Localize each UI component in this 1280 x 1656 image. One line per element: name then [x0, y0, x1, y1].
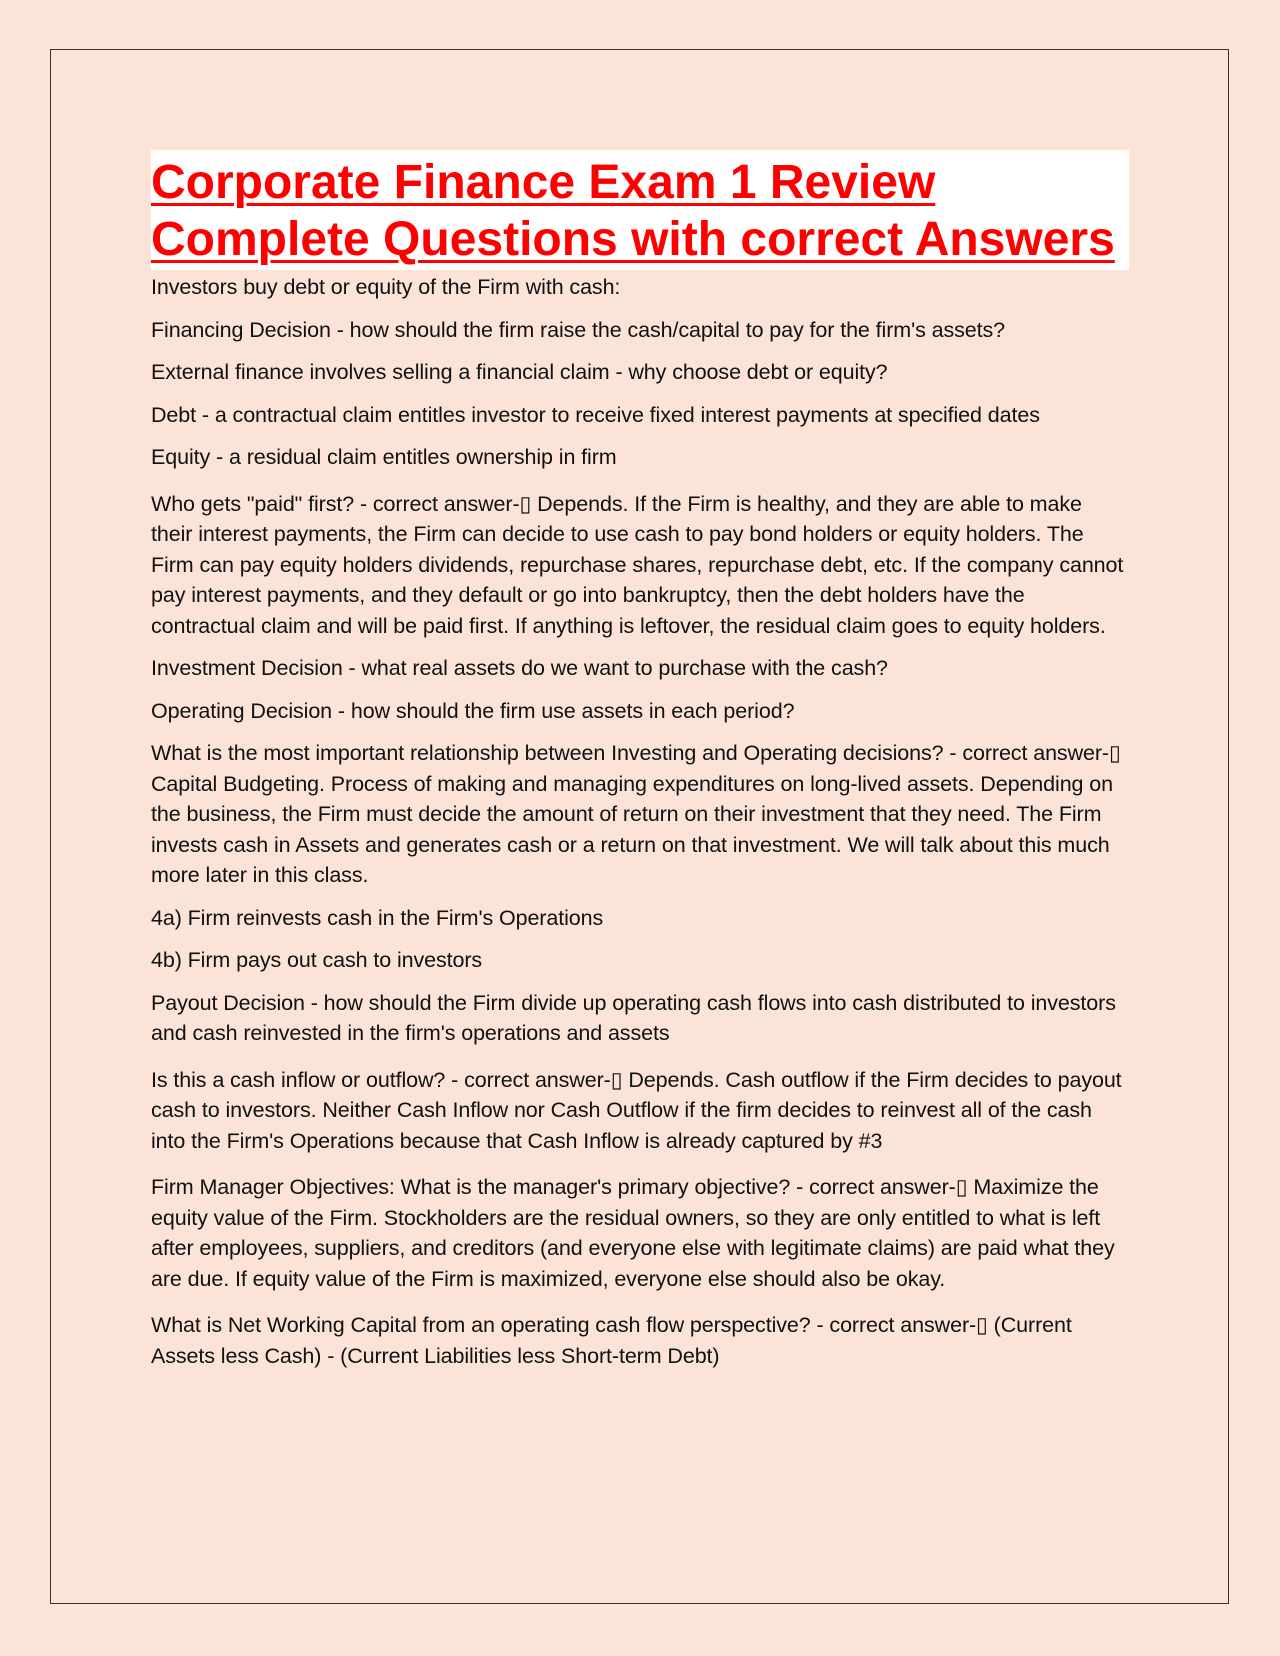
paragraph-4a: 4a) Firm reinvests cash in the Firm's Operations	[151, 905, 604, 930]
paragraph-investment-decision: Investment Decision - what real assets do we want to purchase with the cash?	[151, 656, 888, 680]
paragraph-external-finance: External finance involves selling a financial claim - why choose debt or equity?	[151, 360, 888, 384]
paragraph-payout-decision: Payout Decision - how should the Firm divide up operating cash flows into cash distributed to investors and cash reinvested in the firm's operations and assets	[151, 990, 1116, 1045]
paragraph-investors-buy: Investors buy debt or equity of the Firm with cash:	[151, 275, 621, 299]
paragraph-debt: Debt - a contractual claim entitles investor to receive fixed interest payments at specified dates	[151, 402, 1040, 427]
paragraph-cash-inflow-outflow: Is this a cash inflow or outflow? - correct answer-▯ Depends. Cash outflow if the Firm decides to payout cash to investors. Neither Cash Inflow nor Cash Outflow if the firm decides to reinvest all of the cash into the Firm's Operations because that Cash Inflow is already captured by #3	[151, 1067, 1122, 1153]
document-content	[151, 150, 1129, 1371]
paragraph-who-gets-paid: Who gets "paid" first? - correct answer-▯ Depends. If the Firm is healthy, and they are able to make their interest payments, the Firm can decide to use cash to pay bond holders or equity holders. The Firm can pay equity holders dividends, repurchase shares, repurchase debt, etc. If the company cannot pay interest payments, and they default or go into bankruptcy, then the debt holders have the contractual claim and will be paid first. If anything is leftover, the residual claim goes to equity holders.	[151, 491, 1124, 638]
paragraph-operating-decision: Operating Decision - how should the firm use assets in each period?	[151, 698, 795, 723]
paragraph-investing-operating-relationship: What is the most important relationship between Investing and Operating decisions? - correct answer-▯ Capital Budgeting. Process of making and managing expenditures on long-lived assets. Depending on the business, the Firm must decide the amount of return on their investment that they need. The Firm invests cash in Assets and generates cash or a return on that investment. We will talk about this much more later in this class.	[151, 741, 1121, 887]
paragraph-financing-decision: Financing Decision - how should the firm raise the cash/capital to pay for the firm's assets?	[151, 317, 1006, 342]
paragraph-4b: 4b) Firm pays out cash to investors	[151, 948, 483, 972]
document-title: Corporate Finance Exam 1 Review Complete Questions with correct Answers	[151, 156, 1115, 266]
title-box	[151, 150, 1129, 270]
paragraph-equity: Equity - a residual claim entitles ownership in firm	[151, 445, 617, 469]
paragraph-manager-objectives: Firm Manager Objectives: What is the manager's primary objective? - correct answer-▯ Maximize the equity value of the Firm. Stockholders are the residual owners, so they are only entitled to what is left after employees, suppliers, and creditors (and everyone else with legitimate claims) are paid what they are due. If equity value of the Firm is maximized, everyone else should also be okay.	[151, 1175, 1115, 1291]
paragraph-net-working-capital: What is Net Working Capital from an operating cash flow perspective? - correct answer-▯ (Current Assets less Cash) - (Current Liabilities less Short-term Debt)	[151, 1313, 1072, 1368]
